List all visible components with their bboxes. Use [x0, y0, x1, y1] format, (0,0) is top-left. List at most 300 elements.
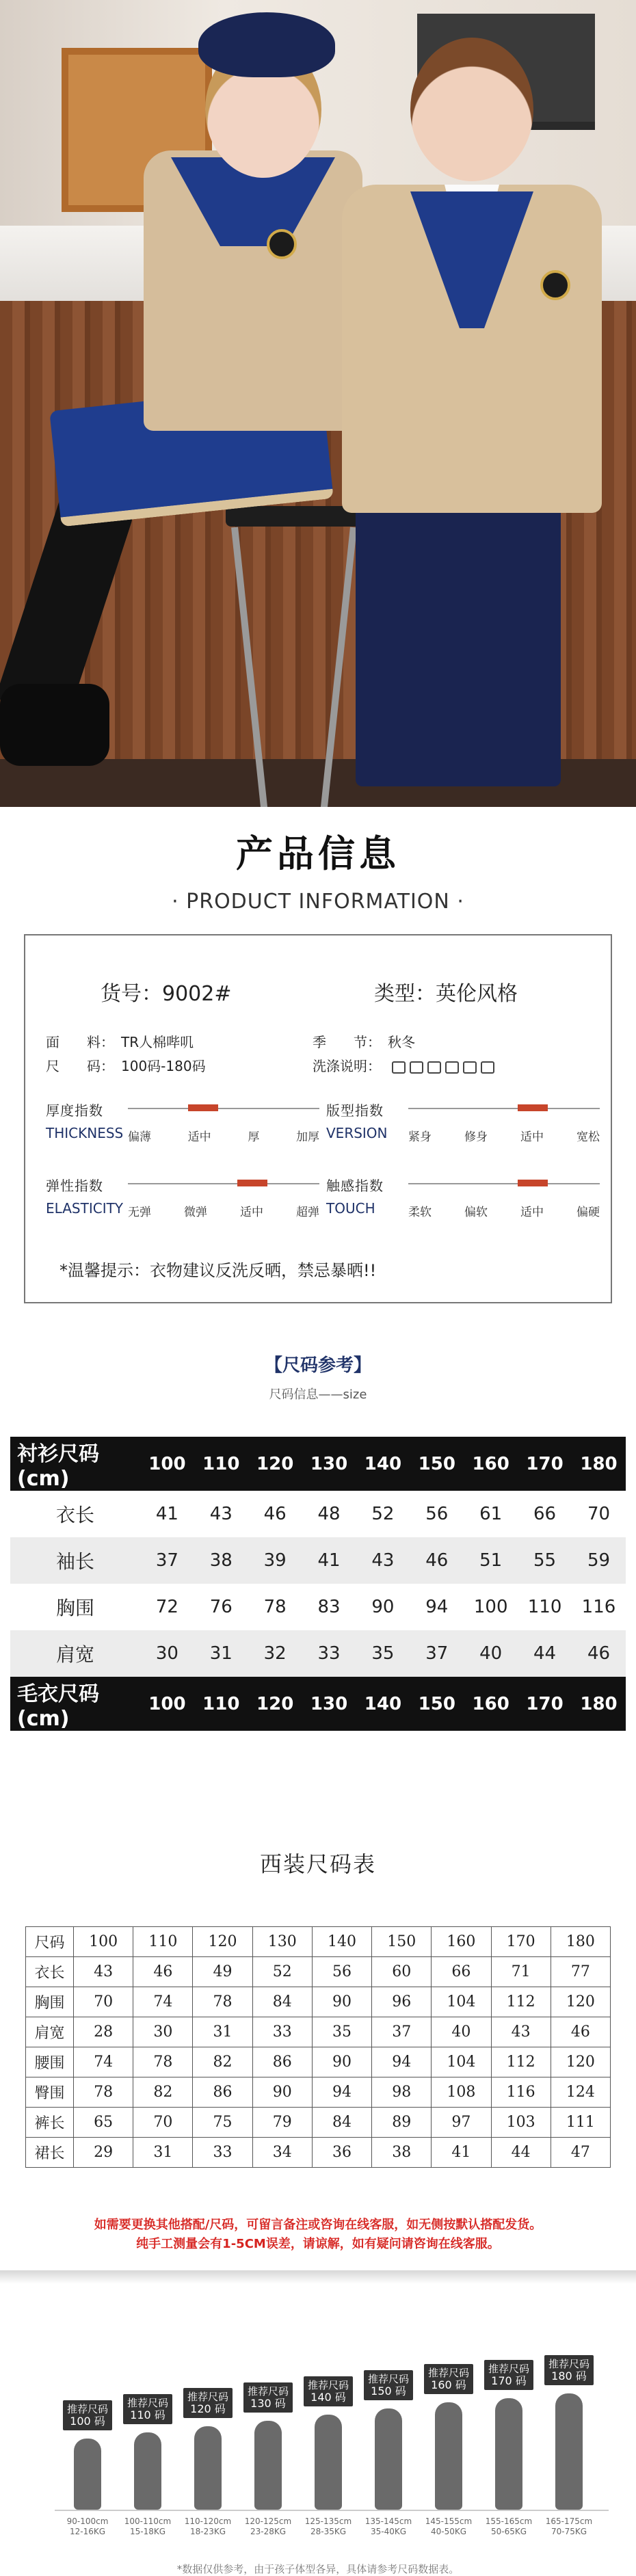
item-number: 货号：9002# — [101, 982, 232, 1006]
cell: 120 — [193, 1927, 252, 1957]
cell: 37 — [410, 1630, 464, 1677]
cell: 43 — [491, 2017, 551, 2047]
product-info-title: 产品信息 — [236, 832, 400, 875]
cell: 44 — [491, 2138, 551, 2168]
stool-seat — [226, 506, 362, 527]
child-silhouette-icon — [254, 2421, 282, 2510]
cell: 98 — [372, 2077, 432, 2108]
cell: 35 — [312, 2017, 371, 2047]
guide-baseline — [55, 2510, 609, 2511]
table-row — [26, 1927, 611, 1957]
cell: 40 — [464, 1630, 518, 1677]
recommend-size-tag — [304, 2376, 353, 2406]
tumble-dry-icon — [463, 1061, 477, 1074]
care-tip: *温馨提示：衣物建议反洗反晒，禁忌暴晒!! — [59, 1261, 377, 1280]
recommend-size: 100 码 — [70, 2415, 105, 2428]
cell: 28 — [74, 2017, 133, 2047]
shirt-size-table — [10, 1437, 626, 1731]
scale-track — [408, 1183, 600, 1184]
guide-item — [295, 2376, 361, 2510]
cell: 84 — [252, 1987, 312, 2017]
cell: 74 — [133, 1987, 193, 2017]
cell: 66 — [533, 1504, 557, 1524]
version-scale — [326, 1100, 600, 1144]
cell: 108 — [432, 2077, 491, 2108]
guide-item — [476, 2360, 542, 2510]
cell: 96 — [372, 1987, 432, 2017]
cell: 75 — [193, 2108, 252, 2138]
scale-tick: 偏薄 — [128, 1130, 151, 1144]
guide-range — [175, 2517, 241, 2537]
table-row — [26, 2047, 611, 2077]
size-col: 180 — [572, 1677, 626, 1731]
size-col: 160 — [464, 1437, 518, 1491]
height-range: 120-125cm — [244, 2517, 292, 2526]
cell: 33 — [193, 2138, 252, 2168]
height-range: 155-165cm — [485, 2517, 533, 2526]
cell: 33 — [302, 1630, 356, 1677]
recommend-size-tag — [63, 2400, 112, 2430]
scale-track — [128, 1108, 319, 1109]
cell: 38 — [372, 2138, 432, 2168]
guide-item — [115, 2394, 181, 2510]
size-col: 170 — [518, 1677, 572, 1731]
size-col: 100 — [140, 1677, 194, 1731]
size-key: 尺 码： — [46, 1058, 114, 1074]
scale-tick: 适中 — [520, 1206, 544, 1219]
cell: 37 — [372, 2017, 432, 2047]
table-row — [10, 1491, 626, 1537]
size-col: 140 — [356, 1437, 410, 1491]
size-col: 100 — [140, 1437, 194, 1491]
cell: 52 — [371, 1504, 395, 1524]
size-value: 100码-180码 — [121, 1058, 206, 1074]
cell: 35 — [356, 1630, 410, 1677]
cell: 86 — [193, 2077, 252, 2108]
guide-range — [235, 2517, 301, 2537]
product-info-subtitle: · PRODUCT INFORMATION · — [172, 890, 464, 914]
recommend-label: 推荐尺码 — [307, 2379, 349, 2391]
scale-ticks — [408, 1202, 600, 1219]
weight-range: 28-35KG — [310, 2527, 347, 2536]
scale-tick: 厚 — [248, 1130, 260, 1144]
scale-ticks — [128, 1202, 319, 1219]
boy-pants — [356, 499, 561, 786]
cell: 74 — [74, 2047, 133, 2077]
notes — [0, 2216, 636, 2254]
recommend-size: 150 码 — [371, 2385, 406, 2398]
cell: 94 — [312, 2077, 371, 2108]
cell: 124 — [551, 2077, 610, 2108]
size-reference-title: 【尺码参考】 — [264, 1355, 371, 1376]
cell: 46 — [133, 1957, 193, 1987]
cell: 31 — [193, 2017, 252, 2047]
scale-track — [128, 1183, 319, 1184]
cell: 43 — [209, 1504, 233, 1524]
scale-label-cn: 厚度指数 — [46, 1102, 103, 1119]
height-range: 100-110cm — [124, 2517, 172, 2526]
cell: 120 — [551, 2047, 610, 2077]
size-reference-subtitle: 尺码信息——size — [269, 1387, 367, 1402]
season-key: 季 节： — [313, 1034, 381, 1050]
wash-row — [313, 1055, 494, 1075]
row-label: 尺码 — [26, 1927, 74, 1957]
cell: 104 — [432, 1987, 491, 2017]
cell: 78 — [263, 1597, 287, 1617]
scale-label-en: THICKNESS — [46, 1125, 124, 1141]
cell: 70 — [133, 2108, 193, 2138]
cell: 48 — [317, 1504, 341, 1524]
scale-track — [408, 1108, 600, 1109]
cell: 38 — [194, 1537, 248, 1584]
guide-item — [55, 2400, 120, 2510]
cell: 49 — [193, 1957, 252, 1987]
cell: 46 — [572, 1630, 626, 1677]
elasticity-scale — [46, 1175, 319, 1217]
row-label: 裙长 — [26, 2138, 74, 2168]
cell: 116 — [491, 2077, 551, 2108]
boy-head — [410, 38, 533, 181]
size-col: 140 — [356, 1677, 410, 1731]
cell: 70 — [587, 1504, 611, 1524]
cell: 110 — [527, 1597, 562, 1617]
size-col: 110 — [194, 1437, 248, 1491]
weight-range: 18-23KG — [189, 2527, 226, 2536]
recommend-label: 推荐尺码 — [66, 2403, 108, 2415]
cell: 31 — [194, 1630, 248, 1677]
cell: 47 — [551, 2138, 610, 2168]
cell: 130 — [252, 1927, 312, 1957]
divider-shadow — [0, 2270, 636, 2284]
scale-ticks — [408, 1127, 600, 1144]
scale-tick: 紧身 — [408, 1130, 432, 1144]
guide-range — [536, 2517, 602, 2537]
size-col: 180 — [572, 1437, 626, 1491]
cell: 59 — [572, 1537, 626, 1584]
weight-range: 50-65KG — [490, 2527, 527, 2536]
cell: 43 — [356, 1537, 410, 1584]
cell: 112 — [491, 2047, 551, 2077]
guide-footnote: *数据仅供参考，由于孩子体型各异，具体请参考尺码数据表。 — [176, 2563, 460, 2575]
cell: 94 — [372, 2047, 432, 2077]
cell: 65 — [74, 2108, 133, 2138]
cell: 78 — [193, 1987, 252, 2017]
cell: 40 — [432, 2017, 491, 2047]
height-range: 135-145cm — [365, 2517, 412, 2526]
dry-clean-icon — [445, 1061, 459, 1074]
recommend-size-tag — [424, 2364, 473, 2394]
recommend-label: 推荐尺码 — [127, 2397, 168, 2409]
cell: 120 — [551, 1987, 610, 2017]
scale-label-en: TOUCH — [326, 1200, 375, 1217]
cell: 51 — [464, 1537, 518, 1584]
cell: 140 — [312, 1927, 371, 1957]
cell: 116 — [581, 1597, 616, 1617]
cell: 83 — [317, 1597, 341, 1617]
cell: 100 — [473, 1597, 508, 1617]
hang-dry-icon — [481, 1061, 494, 1074]
scale-ticks — [128, 1127, 319, 1144]
school-badge-icon — [267, 229, 297, 259]
cell: 61 — [479, 1504, 503, 1524]
cell: 30 — [133, 2017, 193, 2047]
guide-item — [536, 2355, 602, 2510]
cell: 34 — [252, 2138, 312, 2168]
scale-tick: 偏硬 — [577, 1206, 600, 1219]
cell: 41 — [302, 1537, 356, 1584]
table-row — [10, 1630, 626, 1677]
recommend-size: 170 码 — [491, 2374, 527, 2387]
recommend-label: 推荐尺码 — [367, 2373, 409, 2385]
table-row — [26, 2108, 611, 2138]
cell: 103 — [491, 2108, 551, 2138]
cell: 84 — [312, 2108, 371, 2138]
cell: 32 — [248, 1630, 302, 1677]
guide-range — [356, 2517, 421, 2537]
fabric-row — [46, 1031, 194, 1051]
height-range: 145-155cm — [425, 2517, 473, 2526]
child-silhouette-icon — [435, 2402, 462, 2510]
cell: 180 — [551, 1927, 610, 1957]
no-bleach-icon — [410, 1061, 423, 1074]
weight-range: 15-18KG — [129, 2527, 166, 2536]
recommend-size-tag — [544, 2355, 594, 2385]
girl-shoe — [0, 684, 109, 766]
cell: 111 — [551, 2108, 610, 2138]
scale-tick: 超弹 — [296, 1206, 319, 1219]
cell: 33 — [252, 2017, 312, 2047]
recommend-label: 推荐尺码 — [247, 2385, 289, 2398]
product-info-box — [24, 934, 612, 1303]
cell: 39 — [248, 1537, 302, 1584]
recommend-size-tag — [183, 2388, 233, 2418]
size-col: 110 — [194, 1677, 248, 1731]
cell: 41 — [155, 1504, 178, 1524]
cell: 82 — [193, 2047, 252, 2077]
cell: 56 — [312, 1957, 371, 1987]
cell: 100 — [74, 1927, 133, 1957]
cell: 86 — [252, 2047, 312, 2077]
girl-beret — [198, 12, 335, 77]
hero-photo — [0, 0, 636, 807]
size-col: 160 — [464, 1677, 518, 1731]
row-label: 衣长 — [26, 1957, 74, 1987]
cell: 60 — [372, 1957, 432, 1987]
recommend-size-tag — [484, 2360, 533, 2390]
cell: 71 — [491, 1957, 551, 1987]
scale-tick: 修身 — [464, 1130, 488, 1144]
size-col: 120 — [248, 1677, 302, 1731]
scale-tick: 微弹 — [184, 1206, 207, 1219]
height-range: 125-135cm — [304, 2517, 352, 2526]
touch-scale — [326, 1175, 600, 1217]
scale-tick: 无弹 — [128, 1206, 151, 1219]
recommend-size-tag — [243, 2382, 293, 2413]
guide-range — [416, 2517, 481, 2537]
scale-tick: 柔软 — [408, 1206, 432, 1219]
table-row — [10, 1584, 626, 1630]
child-silhouette-icon — [495, 2398, 522, 2510]
wash-key: 洗涤说明： — [313, 1058, 381, 1074]
row-label: 胸围 — [26, 1987, 74, 2017]
guide-item — [175, 2388, 241, 2510]
row-label: 肩宽 — [10, 1630, 140, 1677]
height-range: 165-175cm — [545, 2517, 593, 2526]
cell: 46 — [551, 2017, 610, 2047]
weight-range: 40-50KG — [430, 2527, 467, 2536]
cell: 52 — [252, 1957, 312, 1987]
child-silhouette-icon — [315, 2415, 342, 2510]
guide-range — [476, 2517, 542, 2537]
row-label: 袖长 — [10, 1537, 140, 1584]
scale-label-cn: 版型指数 — [326, 1102, 384, 1119]
cell: 70 — [74, 1987, 133, 2017]
row-label: 胸围 — [55, 1597, 94, 1619]
cell: 160 — [432, 1927, 491, 1957]
scale-tick: 加厚 — [295, 1130, 319, 1144]
guide-item — [235, 2382, 301, 2510]
row-label: 腰围 — [26, 2047, 74, 2077]
school-badge-icon — [540, 270, 570, 300]
child-silhouette-icon — [375, 2408, 402, 2510]
sweater-table-header — [10, 1677, 626, 1731]
weight-range: 35-40KG — [370, 2527, 407, 2536]
cell: 170 — [491, 1927, 551, 1957]
child-silhouette-icon — [134, 2432, 161, 2510]
note-line: 如需要更换其他搭配/尺码，可留言备注或咨询在线客服，如无侧按默认搭配发货。 — [94, 2218, 542, 2232]
cell: 90 — [252, 2077, 312, 2108]
cell: 43 — [74, 1957, 133, 1987]
weight-range: 12-16KG — [69, 2527, 106, 2536]
cell: 30 — [140, 1630, 194, 1677]
hand-wash-icon — [392, 1061, 406, 1074]
height-guide — [0, 2311, 636, 2558]
cell: 55 — [518, 1537, 572, 1584]
note-line: 纯手工测量会有1-5CM误差，请谅解，如有疑问请咨询在线客服。 — [136, 2237, 500, 2251]
guide-range — [55, 2517, 120, 2537]
fabric-key: 面 料： — [46, 1034, 114, 1050]
height-range: 90-100cm — [66, 2517, 109, 2526]
guide-item — [416, 2364, 481, 2510]
cell: 97 — [432, 2108, 491, 2138]
cell: 79 — [252, 2108, 312, 2138]
size-col: 170 — [518, 1437, 572, 1491]
fabric-value: TR人棉哔叽 — [121, 1034, 194, 1050]
season-value: 秋冬 — [388, 1034, 415, 1050]
cell: 44 — [518, 1630, 572, 1677]
cell: 36 — [312, 2138, 371, 2168]
scale-mark — [518, 1180, 548, 1186]
row-label: 衣长 — [55, 1504, 94, 1526]
row-label: 臀围 — [26, 2077, 74, 2108]
size-col: 150 — [410, 1437, 464, 1491]
cell: 110 — [133, 1927, 193, 1957]
scale-mark — [188, 1104, 218, 1111]
cell: 46 — [263, 1504, 287, 1524]
scale-mark — [518, 1104, 548, 1111]
suit-size-header — [0, 1847, 636, 1878]
table-row — [26, 2077, 611, 2108]
cell: 46 — [410, 1537, 464, 1584]
scale-mark — [237, 1180, 267, 1186]
table-row — [10, 1537, 626, 1584]
cell: 90 — [312, 2047, 371, 2077]
recommend-size: 110 码 — [130, 2408, 165, 2421]
weight-range: 23-28KG — [250, 2527, 287, 2536]
scale-tick: 宽松 — [577, 1130, 600, 1144]
recommend-size: 160 码 — [431, 2378, 466, 2391]
product-info-header — [0, 825, 636, 914]
guide-range — [115, 2517, 181, 2537]
cell: 72 — [155, 1597, 178, 1617]
cell: 89 — [372, 2108, 432, 2138]
cell: 82 — [133, 2077, 193, 2108]
scale-tick: 适中 — [240, 1206, 263, 1219]
style-type: 类型：英伦风格 — [374, 982, 518, 1006]
scale-label-cn: 触感指数 — [326, 1178, 384, 1194]
guide-item — [356, 2370, 421, 2510]
recommend-size: 130 码 — [250, 2397, 286, 2410]
recommend-label: 推荐尺码 — [187, 2391, 228, 2403]
guide-range — [295, 2517, 361, 2537]
cell: 104 — [432, 2047, 491, 2077]
recommend-size: 120 码 — [190, 2402, 226, 2415]
suit-size-table — [25, 1926, 611, 2168]
table-row — [26, 1987, 611, 2017]
cell: 78 — [133, 2047, 193, 2077]
cell: 150 — [372, 1927, 432, 1957]
cell: 37 — [140, 1537, 194, 1584]
size-col: 130 — [302, 1677, 356, 1731]
scale-label-cn: 弹性指数 — [46, 1178, 103, 1194]
shirt-table-header — [10, 1437, 626, 1491]
child-silhouette-icon — [555, 2393, 583, 2510]
cell: 29 — [74, 2138, 133, 2168]
child-silhouette-icon — [74, 2439, 101, 2510]
cell: 77 — [551, 1957, 610, 1987]
cell: 56 — [425, 1504, 449, 1524]
scale-label-en: VERSION — [326, 1125, 388, 1141]
cell: 90 — [371, 1597, 395, 1617]
size-col: 130 — [302, 1437, 356, 1491]
suit-table-title: 西装尺码表 — [259, 1851, 376, 1877]
recommend-size: 140 码 — [310, 2391, 346, 2404]
sweater-table-title: 毛衣尺码(cm) — [10, 1677, 140, 1731]
season-row — [313, 1031, 415, 1051]
recommend-size: 180 码 — [551, 2369, 587, 2382]
table-row — [26, 2017, 611, 2047]
cell: 66 — [432, 1957, 491, 1987]
cell: 90 — [312, 1987, 371, 2017]
height-range: 110-120cm — [184, 2517, 232, 2526]
table-row — [26, 1957, 611, 1987]
thickness-scale — [46, 1100, 319, 1144]
size-reference-header — [0, 1351, 636, 1403]
recommend-label: 推荐尺码 — [548, 2358, 589, 2370]
scale-tick: 适中 — [520, 1130, 544, 1144]
wash-icons — [392, 1061, 494, 1074]
scale-label-en: ELASTICITY — [46, 1200, 124, 1217]
recommend-size-tag — [123, 2394, 172, 2424]
cell: 41 — [432, 2138, 491, 2168]
scale-tick: 适中 — [187, 1130, 211, 1144]
weight-range: 70-75KG — [551, 2527, 587, 2536]
iron-icon — [427, 1061, 441, 1074]
cell: 31 — [133, 2138, 193, 2168]
cell: 78 — [74, 2077, 133, 2108]
size-col: 150 — [410, 1677, 464, 1731]
size-row — [46, 1055, 206, 1075]
